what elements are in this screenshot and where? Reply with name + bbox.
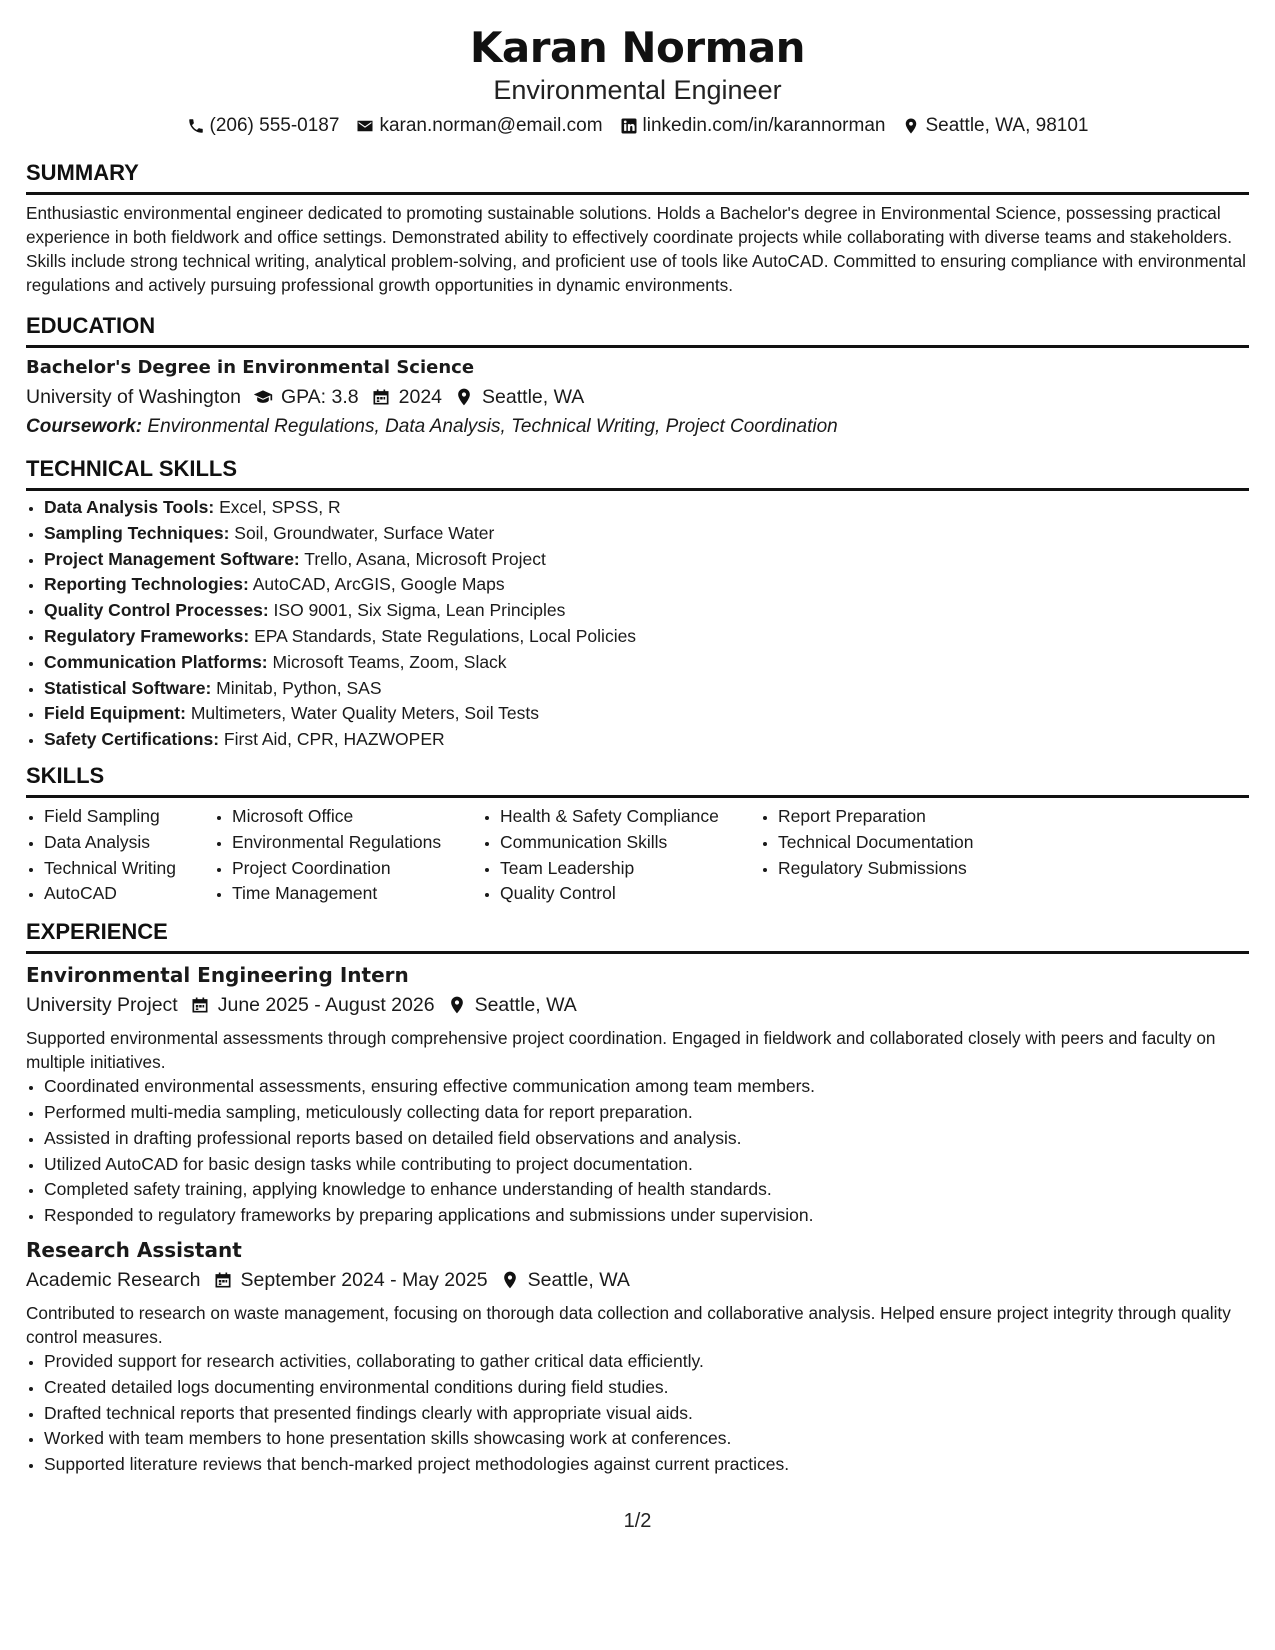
list-item bbox=[44, 547, 1249, 573]
skill-label: Sampling Techniques: bbox=[44, 522, 230, 543]
job-title: Environmental Engineering Intern bbox=[26, 963, 409, 988]
education-section bbox=[26, 313, 1249, 442]
calendar-icon bbox=[213, 1270, 233, 1290]
coursework-label: Coursework: bbox=[26, 416, 143, 437]
list-item: • Supported literature reviews that bench-marked project methodologies against current practices. bbox=[44, 1452, 1249, 1478]
skills-section bbox=[26, 763, 1249, 907]
summary-text: Enthusiastic environmental engineer dedicated to promoting sustainable solutions. Holds a Bachelor's degree in Environmental Science, possessing practical experience in both fieldwork and office settings. Demonstrated ability to effectively coordinate projects while collaborating with diverse teams and stakeholders. Skills include strong technical writing, analytical problem-solving, and proficient use of tools like AutoCAD. Committed to ensuring compliance with environmental regulations and actively pursuing professional growth opportunities in dynamic environments. bbox=[26, 203, 1246, 295]
list-item: • AutoCAD bbox=[44, 881, 214, 907]
resume-header bbox=[26, 22, 1249, 138]
section-title: EXPERIENCE bbox=[26, 919, 1249, 954]
skill-value: Multimeters, Water Quality Meters, Soil Tests bbox=[190, 703, 539, 724]
school-name: University of Washington bbox=[26, 386, 241, 408]
email-text: karan.norman@email.com bbox=[379, 115, 603, 136]
job-meta bbox=[26, 990, 1249, 1020]
degree-title: Bachelor's Degree in Environmental Science bbox=[26, 357, 475, 378]
contact-linkedin[interactable] bbox=[620, 114, 886, 138]
list-item bbox=[44, 572, 1249, 598]
graduation-cap-icon bbox=[253, 387, 273, 407]
job-dates: June 2025 - August 2026 bbox=[217, 994, 435, 1017]
list-item: • Quality Control bbox=[500, 881, 760, 907]
coursework-line bbox=[26, 412, 1249, 442]
skill-label: Data Analysis Tools: bbox=[44, 497, 215, 517]
list-item: • Project Coordination bbox=[232, 856, 482, 882]
map-pin-icon bbox=[447, 995, 467, 1015]
skill-value: First Aid, CPR, HAZWOPER bbox=[223, 729, 445, 750]
skill-label: Reporting Technologies: bbox=[44, 574, 249, 595]
list-item bbox=[44, 701, 1249, 727]
contact-row bbox=[26, 114, 1249, 138]
skills-column bbox=[214, 804, 482, 907]
list-item: • Performed multi-media sampling, meticulously collecting data for report preparation. bbox=[44, 1100, 1249, 1126]
list-item bbox=[44, 495, 1249, 521]
section-title: EDUCATION bbox=[26, 313, 1249, 348]
list-item: • Field Sampling bbox=[44, 804, 214, 830]
contact-phone bbox=[187, 114, 340, 138]
skill-value: AutoCAD, ArcGIS, Google Maps bbox=[252, 574, 505, 595]
skill-label: Field Equipment: bbox=[44, 703, 186, 724]
job-description: Contributed to research on waste management, focusing on thorough data collection and collaborative analysis. Helped ensure project integrity through quality control measures. bbox=[26, 1302, 1231, 1347]
skill-value: Excel, SPSS, R bbox=[219, 497, 341, 517]
skill-value: Soil, Groundwater, Surface Water bbox=[234, 522, 495, 543]
linkedin-icon bbox=[620, 117, 638, 135]
phone-icon bbox=[187, 117, 205, 135]
list-item bbox=[44, 676, 1249, 702]
list-item: • Communication Skills bbox=[500, 830, 760, 856]
list-item bbox=[44, 521, 1249, 547]
skill-value: Microsoft Teams, Zoom, Slack bbox=[272, 651, 507, 672]
section-title: SUMMARY bbox=[26, 160, 1249, 195]
skills-grid bbox=[26, 804, 1249, 907]
skill-value: ISO 9001, Six Sigma, Lean Principles bbox=[273, 600, 566, 621]
map-pin-icon bbox=[500, 1270, 520, 1290]
list-item: • Provided support for research activities, collaborating to gather critical data efficiently. bbox=[44, 1349, 1249, 1375]
job-org: University Project bbox=[26, 994, 178, 1017]
candidate-role: Environmental Engineer bbox=[493, 75, 782, 105]
section-title: TECHNICAL SKILLS bbox=[26, 456, 1249, 491]
job-title: Research Assistant bbox=[26, 1237, 242, 1262]
map-pin-icon bbox=[454, 387, 474, 407]
job-description: Supported environmental assessments through comprehensive project coordination. Engaged in fieldwork and collaborated closely with peers and faculty on multiple initiatives. bbox=[26, 1028, 1216, 1073]
list-item: • Assisted in drafting professional reports based on detailed field observations and analysis. bbox=[44, 1126, 1249, 1152]
list-item bbox=[44, 727, 1249, 753]
skills-column bbox=[482, 804, 760, 907]
job-bullets bbox=[26, 1349, 1249, 1478]
list-item: • Regulatory Submissions bbox=[778, 856, 1020, 882]
skill-label: Communication Platforms: bbox=[44, 651, 268, 672]
list-item: • Team Leadership bbox=[500, 856, 760, 882]
list-item: • Data Analysis bbox=[44, 830, 214, 856]
list-item: • Time Management bbox=[232, 881, 482, 907]
page-number: 1/2 bbox=[623, 1510, 652, 1532]
technical-skills-section bbox=[26, 456, 1249, 753]
gpa-text: GPA: 3.8 bbox=[280, 386, 359, 408]
contact-email[interactable] bbox=[356, 114, 602, 138]
candidate-name: Karan Norman bbox=[469, 23, 806, 72]
list-item: • Coordinated environmental assessments, ensuring effective communication among team members. bbox=[44, 1074, 1249, 1100]
calendar-icon bbox=[190, 995, 210, 1015]
list-item: • Report Preparation bbox=[778, 804, 1020, 830]
job-location: Seattle, WA bbox=[527, 1268, 630, 1291]
skill-label: Quality Control Processes: bbox=[44, 600, 269, 621]
list-item: • Drafted technical reports that presented findings clearly with appropriate visual aids. bbox=[44, 1401, 1249, 1427]
list-item: • Technical Writing bbox=[44, 856, 214, 882]
education-meta bbox=[26, 382, 1249, 412]
job-org: Academic Research bbox=[26, 1268, 201, 1291]
summary-section bbox=[26, 160, 1249, 297]
experience-section bbox=[26, 919, 1249, 1478]
skill-label: Regulatory Frameworks: bbox=[44, 625, 250, 646]
skills-column bbox=[26, 804, 214, 907]
job-entry bbox=[26, 1237, 1249, 1478]
list-item bbox=[44, 650, 1249, 676]
job-meta bbox=[26, 1265, 1249, 1295]
location-text: Seattle, WA, 98101 bbox=[925, 115, 1089, 136]
skill-label: Safety Certifications: bbox=[44, 729, 220, 750]
job-dates: September 2024 - May 2025 bbox=[240, 1268, 488, 1291]
list-item: • Utilized AutoCAD for basic design tasks while contributing to project documentation. bbox=[44, 1152, 1249, 1178]
map-pin-icon bbox=[902, 117, 920, 135]
contact-location bbox=[902, 114, 1088, 138]
list-item bbox=[44, 624, 1249, 650]
list-item: • Created detailed logs documenting environmental conditions during field studies. bbox=[44, 1375, 1249, 1401]
skill-value: EPA Standards, State Regulations, Local Policies bbox=[254, 625, 637, 646]
skill-value: Trello, Asana, Microsoft Project bbox=[304, 548, 546, 569]
skills-column bbox=[760, 804, 1020, 907]
list-item: • Technical Documentation bbox=[778, 830, 1020, 856]
calendar-icon bbox=[371, 387, 391, 407]
job-bullets bbox=[26, 1074, 1249, 1229]
list-item: • Completed safety training, applying knowledge to enhance understanding of health standards. bbox=[44, 1177, 1249, 1203]
list-item: • Environmental Regulations bbox=[232, 830, 482, 856]
graduation-year: 2024 bbox=[398, 386, 443, 408]
job-location: Seattle, WA bbox=[474, 994, 577, 1017]
skill-value: Minitab, Python, SAS bbox=[216, 677, 382, 698]
section-title: SKILLS bbox=[26, 763, 1249, 798]
linkedin-text: linkedin.com/in/karannorman bbox=[642, 115, 886, 136]
skill-label: Project Management Software: bbox=[44, 548, 300, 569]
envelope-icon bbox=[356, 117, 374, 135]
list-item bbox=[44, 598, 1249, 624]
coursework-list: Environmental Regulations, Data Analysis, Technical Writing, Project Coordination bbox=[147, 416, 838, 437]
phone-text: (206) 555-0187 bbox=[209, 115, 340, 136]
school-location: Seattle, WA bbox=[482, 386, 585, 408]
list-item: • Responded to regulatory frameworks by preparing applications and submissions under supervision. bbox=[44, 1203, 1249, 1229]
skill-label: Statistical Software: bbox=[44, 677, 212, 698]
list-item: • Microsoft Office bbox=[232, 804, 482, 830]
job-entry bbox=[26, 962, 1249, 1229]
list-item: • Health & Safety Compliance bbox=[500, 804, 760, 830]
list-item: • Worked with team members to hone presentation skills showcasing work at conferences. bbox=[44, 1426, 1249, 1452]
technical-skills-list bbox=[26, 495, 1249, 753]
